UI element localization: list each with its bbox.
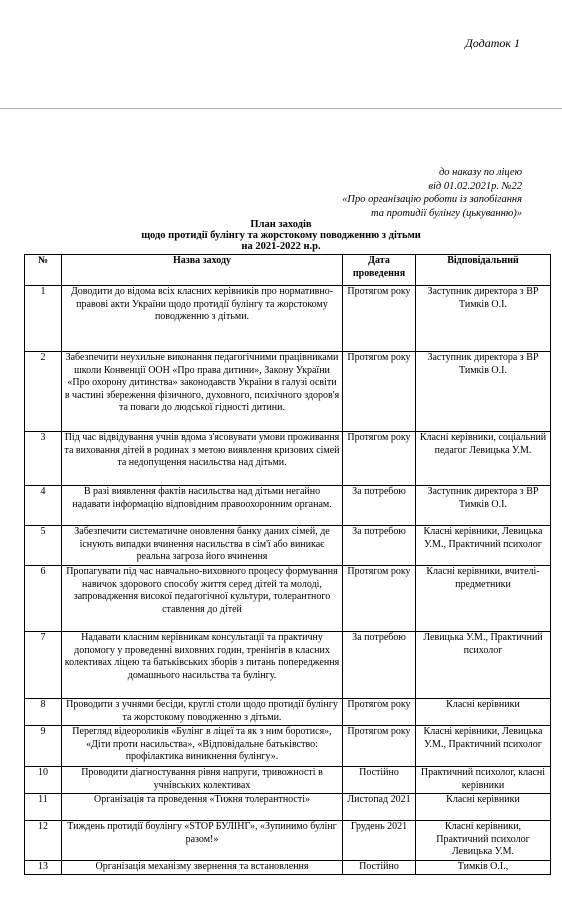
header-number: № — [25, 255, 62, 286]
order-line: від 01.02.2021р. №22 — [428, 180, 522, 192]
row-responsible: Класні керівники, Практичний психолог Левицька У.М. — [416, 821, 551, 861]
row-number: 6 — [25, 566, 62, 632]
row-date: Постійно — [343, 767, 416, 794]
row-responsible: Класні керівники, вчителі-предметники — [416, 566, 551, 632]
appendix-label: Додаток 1 — [465, 36, 520, 50]
table-row — [25, 486, 551, 526]
table-row — [25, 821, 551, 861]
row-activity: Організація механізму звернення та встановлення — [62, 861, 343, 875]
row-activity: Доводити до відома всіх класних керівників про нормативно-правові акти України щодо протидії булінгу та жорстокому поводженню з дітьми. — [62, 286, 343, 352]
row-date: За потребою — [343, 486, 416, 526]
row-responsible: Тимків О.І., — [416, 861, 551, 875]
row-activity: Проводити діагностування рівня напруги, тривожності в учнівських колективах — [62, 767, 343, 794]
row-number: 7 — [25, 632, 62, 699]
table-row — [25, 632, 551, 699]
table-row — [25, 767, 551, 794]
plan-title-line1: План заходів — [250, 219, 312, 230]
order-line: до наказу по ліцею — [438, 167, 522, 178]
page-divider — [0, 108, 562, 109]
row-activity: Під час відвідування учнів вдома з'ясовувати умови проживання та виховання дітей в родинах з метою виявлення кризових сімей та недопущення насильства над дітьми. — [62, 432, 343, 486]
row-date: Постійно — [343, 861, 416, 875]
header-date: Дата проведення — [343, 255, 416, 286]
row-activity: Перегляд відеороликів «Булінг в ліцеї та як з ним боротися», «Діти проти насильства», «Відповідальне батьківство: профілактика виникнення булінгу». — [62, 726, 343, 767]
row-number: 10 — [25, 767, 62, 794]
row-date: Протягом року — [343, 432, 416, 486]
row-responsible: Практичний психолог, класні керівники — [416, 767, 551, 794]
table-row — [25, 566, 551, 632]
row-number: 12 — [25, 821, 62, 861]
row-activity: Забезпечити неухильне виконання педагогічними працівниками школи Конвенції ООН «Про права дитини», Закону України «Про охорону дитинства» законодавств України в галузі освіти в частині збереження фізичного, духовного, психічного здоров'я та поваги до людської гідності дитини. — [62, 352, 343, 432]
row-responsible: Заступник директора з ВР Тимків О.І. — [416, 286, 551, 352]
row-number: 13 — [25, 861, 62, 875]
row-activity: Проводити з учнями бесіди, круглі столи щодо протидії булінгу та жорстокому поводженню з дітьми. — [62, 699, 343, 726]
table-row — [25, 352, 551, 432]
row-responsible: Класні керівники, соціальний педагог Левицька У.М. — [416, 432, 551, 486]
table-row — [25, 526, 551, 566]
row-number: 9 — [25, 726, 62, 767]
row-date: Протягом року — [343, 352, 416, 432]
row-responsible: Класні керівники, Левицька У.М., Практичний психолог — [416, 726, 551, 767]
table-row — [25, 861, 551, 875]
plan-title-line2: щодо протидії булінгу та жорстокому поводженню з дітьми — [141, 230, 421, 241]
row-date: Протягом року — [343, 286, 416, 352]
row-date: Протягом року — [343, 566, 416, 632]
header-activity: Назва заходу — [62, 255, 343, 286]
table-header-row — [25, 255, 551, 286]
order-line: та протидії булінгу (цькуванню)» — [371, 207, 522, 219]
row-date: Протягом року — [343, 726, 416, 767]
plan-title-line3: на 2021-2022 н.р. — [241, 241, 321, 252]
row-date: За потребою — [343, 632, 416, 699]
table-row — [25, 432, 551, 486]
row-number: 1 — [25, 286, 62, 352]
row-activity: Пропагувати під час навчально-виховного процесу формування навичок здорового способу життя серед дітей та молоді, запровадження високої педагогічної культури, толерантного ставлення до дітей — [62, 566, 343, 632]
row-responsible: Класні керівники, Левицька У.М., Практичний психолог — [416, 526, 551, 566]
row-date: Грудень 2021 — [343, 821, 416, 861]
table-row — [25, 794, 551, 821]
plan-title — [0, 219, 562, 252]
table-row — [25, 699, 551, 726]
order-reference — [222, 166, 522, 220]
plan-table — [24, 254, 551, 875]
row-responsible: Заступник директора з ВР Тимків О.І. — [416, 352, 551, 432]
row-number: 5 — [25, 526, 62, 566]
row-activity: Забезпечити систематичне оновлення банку даних сімей, де існують випадки вчинення насильства в сім'ї або виникає реальна загроза його вчинення — [62, 526, 343, 566]
row-number: 11 — [25, 794, 62, 821]
row-activity: В разі виявлення фактів насильства над дітьми негайно надавати інформацію відповідним правоохоронним органам. — [62, 486, 343, 526]
row-responsible: Класні керівники — [416, 794, 551, 821]
row-number: 8 — [25, 699, 62, 726]
row-number: 2 — [25, 352, 62, 432]
row-date: Протягом року — [343, 699, 416, 726]
row-date: Листопад 2021 — [343, 794, 416, 821]
row-responsible: Заступник директора з ВР Тимків О.І. — [416, 486, 551, 526]
header-responsible: Відповідальний — [416, 255, 551, 286]
table-row — [25, 286, 551, 352]
row-date: За потребою — [343, 526, 416, 566]
row-responsible: Левицька У.М., Практичний психолог — [416, 632, 551, 699]
row-responsible: Класні керівники — [416, 699, 551, 726]
row-number: 3 — [25, 432, 62, 486]
row-activity: Організація та проведення «Тижня толерантності» — [62, 794, 343, 821]
row-number: 4 — [25, 486, 62, 526]
table-row — [25, 726, 551, 767]
row-activity: Тиждень протидії боулінгу «STOP БУЛІНГ», «Зупинимо булінг разом!» — [62, 821, 343, 861]
row-activity: Надавати класним керівникам консультації та практичну допомогу у проведенні виховних годин, тренінгів в класних колективах ліцею та батьківських зборів з питань попередження домашнього насильства та булінгу. — [62, 632, 343, 699]
order-line: «Про організацію роботи із запобігання — [342, 194, 522, 205]
